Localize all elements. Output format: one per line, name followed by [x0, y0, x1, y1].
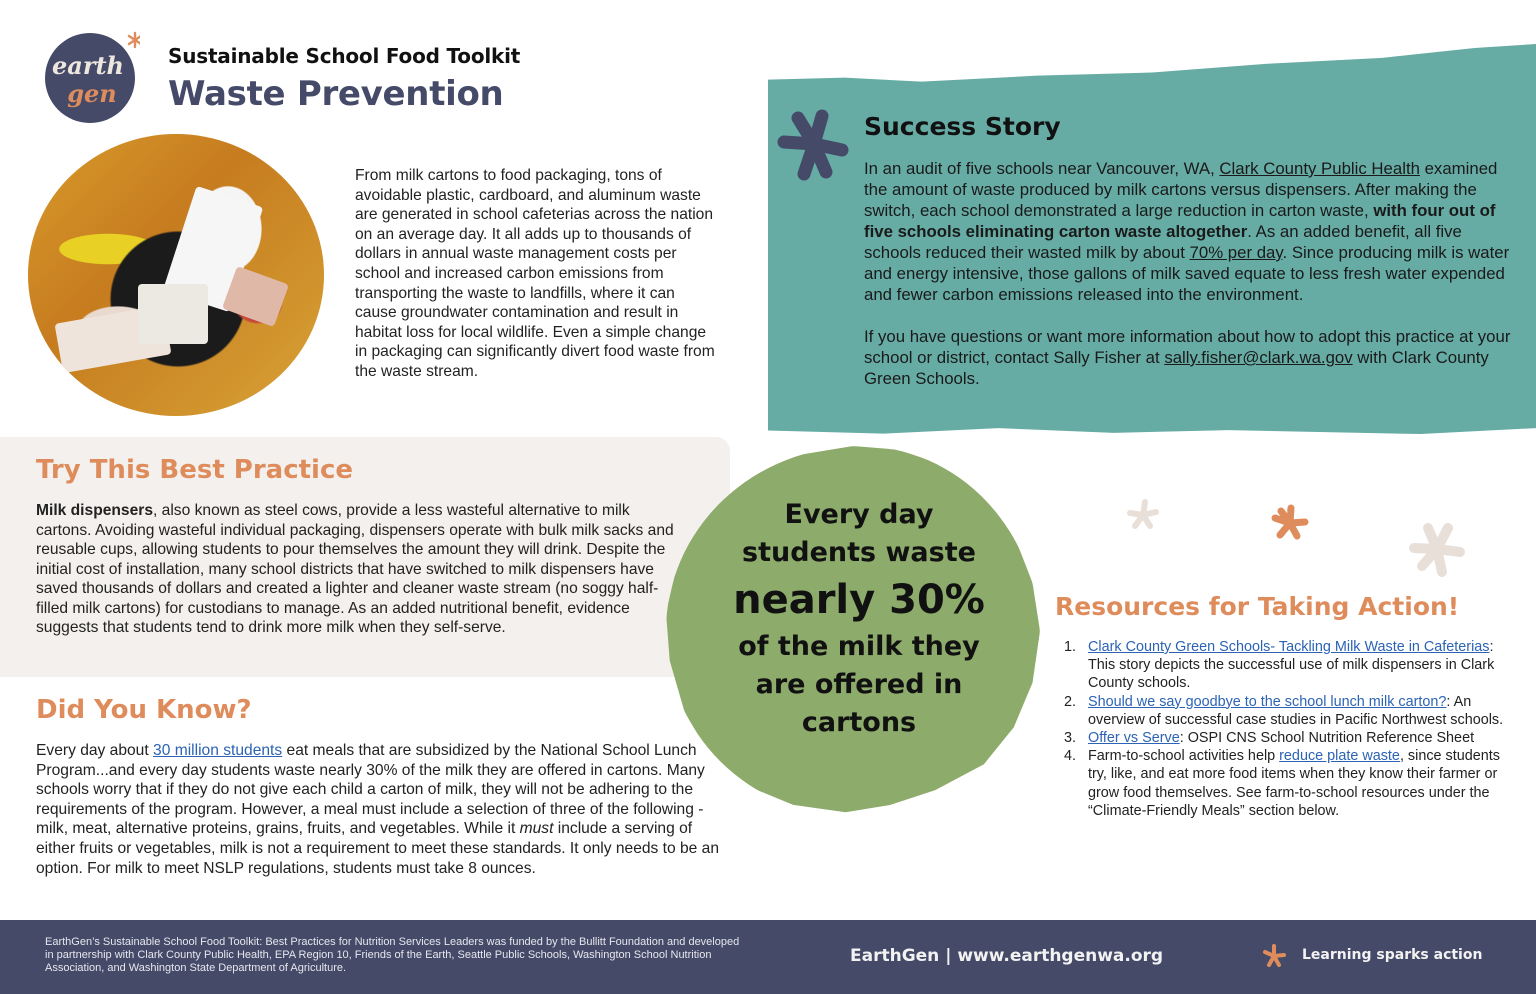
- text: , since students try, like, and eat more food items when they know their farmer or grow food themselves. See farm-to-school resources under the “Climate-Friendly Meals” section below.: [1088, 748, 1500, 819]
- list-item: [1064, 729, 1504, 747]
- 70-percent-link[interactable]: 70% per day: [1189, 243, 1283, 262]
- callout-text: [700, 496, 1018, 742]
- toolkit-subtitle: Sustainable School Food Toolkit: [168, 44, 521, 68]
- asterisk-icon: [1262, 944, 1286, 968]
- asterisk-icon: [1270, 503, 1310, 543]
- asterisk-icon: [1408, 520, 1466, 578]
- text: eat meals that are subsidized by the National School Lunch Program...and every day students waste nearly 30% of the milk they are offered in cartons. Many schools worry that if they do not give each child a carton of milk, they will not be adhering to the requirements of the program. However, a meal must include a selection of three of the following - milk, meat, alternative proteins, grains, fruits, and vegetables. While it: [36, 742, 705, 838]
- clark-county-public-health-link[interactable]: Clark County Public Health: [1219, 159, 1420, 178]
- page-title: Waste Prevention: [168, 74, 504, 114]
- earthgen-logo: [44, 30, 140, 126]
- text: : OSPI CNS School Nutrition Reference Sheet: [1179, 730, 1475, 747]
- callout-line: are offered in: [755, 669, 963, 700]
- text: : This story depicts the successful use of milk dispensers in Clark County schools.: [1088, 639, 1495, 692]
- text: include a serving of either fruits or vegetables, milk is not a requirement to meet these standards. It only needs to be an option. For milk to meet NSLP regulations, students must take 8 ounces.: [36, 820, 720, 877]
- did-you-know-title: Did You Know?: [36, 695, 252, 725]
- text: , also known as steel cows, provide a less wasteful alternative to milk cartons. Avoiding wasteful individual packaging, dispensers operate with bulk milk sacks and reusable cups, allowing students to pour themselves the amount they will drink. Despite the initial cost of installation, many school districts that have switched to milk dispensers have saved thousands of dollars and created a lighter and cleaner waste stream (no soggy half-filled milk cartons) for custodians to manage. As an added nutritional benefit, evidence suggests that students tend to drink more milk when they self-serve.: [36, 502, 674, 636]
- asterisk-icon: [1126, 498, 1160, 532]
- list-item: [1064, 747, 1504, 820]
- email-link[interactable]: sally.fisher@clark.wa.gov: [1164, 348, 1353, 367]
- resource-link[interactable]: Should we say goodbye to the school lunch milk carton?: [1088, 693, 1447, 710]
- best-practice-title: Try This Best Practice: [36, 455, 354, 485]
- list-number: 2.: [1064, 693, 1077, 710]
- list-item: [1064, 693, 1504, 729]
- resource-link[interactable]: Clark County Green Schools- Tackling Milk Waste in Cafeterias: [1088, 639, 1490, 655]
- italic-text: must: [519, 820, 554, 838]
- list-number: 4.: [1064, 748, 1077, 765]
- text: . Since producing milk is water and energy intensive, those gallons of milk saved equate to less fresh water expended and fewer carbon emissions released into the environment.: [864, 243, 1510, 304]
- text: with Clark County Green Schools.: [864, 348, 1489, 388]
- bold-text: with four out of five schools eliminating carton waste altogether: [864, 201, 1496, 241]
- list-number: 3.: [1064, 730, 1077, 747]
- callout-line: of the milk they: [738, 631, 980, 662]
- text: : An overview of successful case studies in Pacific Northwest schools.: [1088, 693, 1504, 728]
- footer-funding-note: EarthGen’s Sustainable School Food Toolkit: Best Practices for Nutrition Services Leaders was funded by the Bullitt Foundation and developed in partnership with Clark County Public Health, EPA Region 10, Friends of the Earth, Seattle Public Schools, Washington School Nutrition Association, and Washington State Department of Agriculture.: [45, 936, 740, 975]
- did-you-know-body: [36, 741, 726, 878]
- logo-text-earth: earth: [52, 51, 124, 80]
- success-story-title: Success Story: [864, 112, 1061, 141]
- callout-line: students waste: [742, 537, 976, 568]
- asterisk-icon: [776, 106, 852, 182]
- text: Every day about: [36, 742, 154, 759]
- resources-list: [1064, 638, 1504, 820]
- bold-text: Milk dispensers: [36, 502, 153, 519]
- text: Farm-to-school activities help: [1088, 748, 1280, 765]
- resource-link[interactable]: reduce plate waste: [1279, 748, 1400, 765]
- text: . As an added benefit, all five schools reduced their wasted milk by about: [864, 222, 1462, 262]
- footer-tagline: Learning sparks action: [1302, 947, 1483, 963]
- callout-line: Every day: [784, 499, 934, 530]
- callout-line: cartons: [801, 707, 917, 738]
- list-number: 1.: [1064, 639, 1077, 655]
- footer-website[interactable]: EarthGen | www.earthgenwa.org: [850, 946, 1164, 966]
- logo-text-gen: gen: [67, 79, 117, 108]
- resources-title: Resources for Taking Action!: [1055, 592, 1460, 621]
- cafeteria-waste-photo: [28, 134, 324, 416]
- 30-million-students-link[interactable]: 30 million students: [153, 742, 283, 759]
- best-practice-body: [36, 501, 676, 638]
- list-item: [1064, 638, 1504, 693]
- intro-paragraph: From milk cartons to food packaging, tons of avoidable plastic, cardboard, and aluminum waste are generated in school cafeterias across the nation on an average day. It all adds up to thousands of dollars in annual waste management costs per school and increased carbon emissions from transporting the waste to landfills, where it can cause groundwater contamination and result in habitat loss for local wildlife. Even a simple change in packaging can significantly divert food waste from the waste stream.: [355, 167, 715, 380]
- resource-link[interactable]: Offer vs Serve: [1088, 730, 1180, 747]
- text: In an audit of five schools near Vancouver, WA,: [864, 159, 1220, 178]
- success-story-body: [864, 158, 1514, 389]
- text: examined the amount of waste produced by milk cartons versus dispensers. After making the switch, each school demonstrated a large reduction in carton waste,: [864, 159, 1498, 220]
- text: If you have questions or want more information about how to adopt this practice at your school or district, contact Sally Fisher at: [864, 327, 1511, 367]
- callout-stat: nearly 30%: [733, 577, 985, 623]
